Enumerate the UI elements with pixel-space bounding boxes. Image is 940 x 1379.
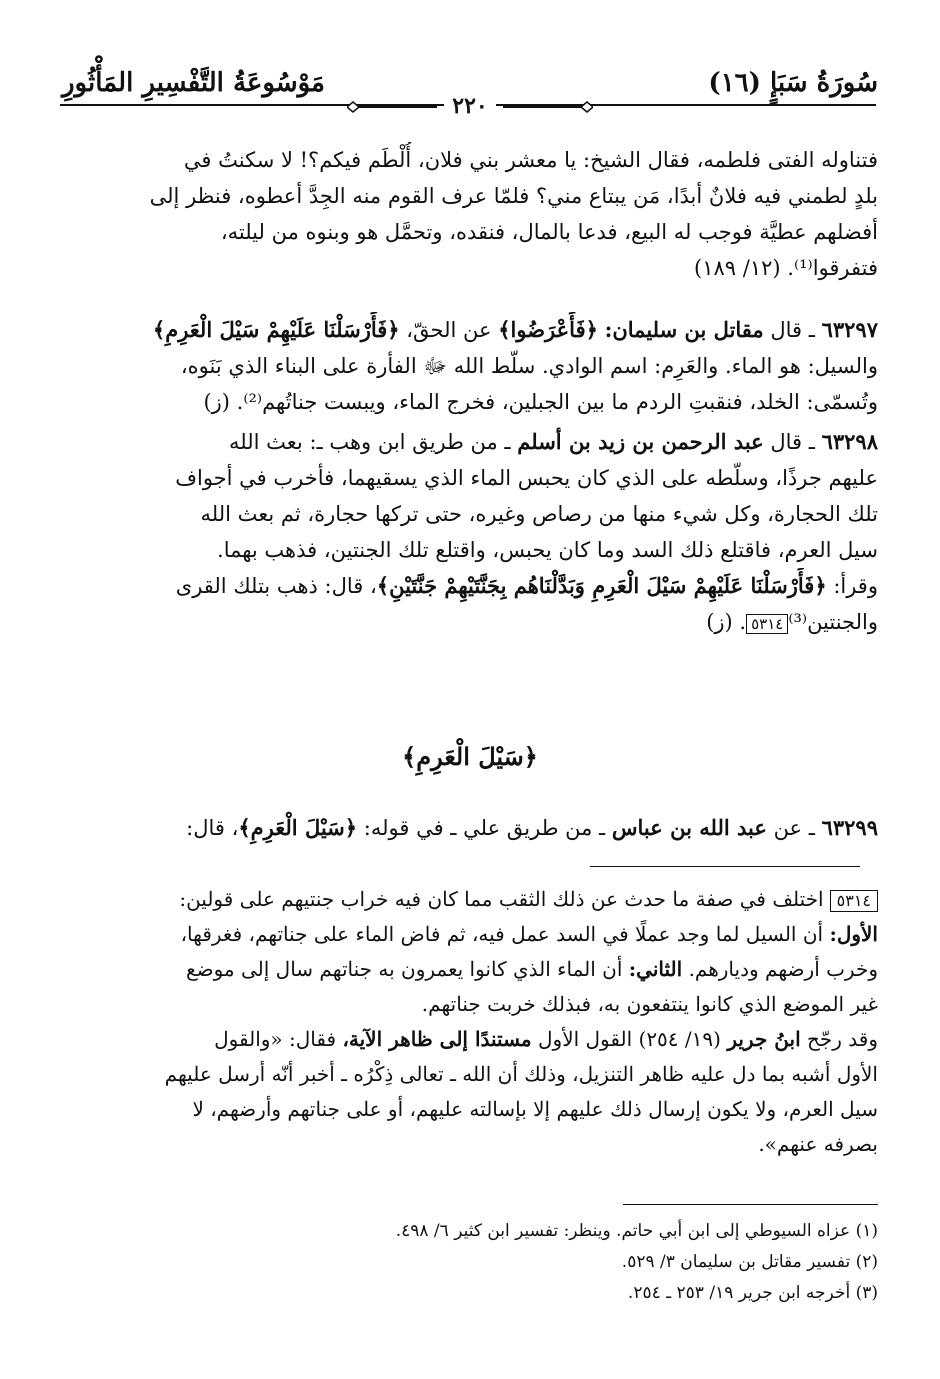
header-book-title: مَوْسُوعَةُ التَّفْسِيرِ المَأْثُورِ (62, 68, 325, 98)
footnote-2: (٢) تفسير مقاتل بن سليمان ٣/ ٥٢٩. (621, 1252, 878, 1272)
note-line: الأول أشبه بما دل عليه ظاهر التنزيل، وذلك أن الله ـ تعالى ذِكْرُه ـ أخبر أنّه أرسل عليهم (164, 1062, 878, 1086)
text-line: أفضلهم عطيَّة فوجب له البيع، فدعا بالمال، فنقده، وتحمَّل هو وبنوه من ليلته، (220, 220, 878, 244)
entry-header-line (62, 810, 878, 846)
note-tag: ٥٣١٤ (830, 890, 878, 912)
entry-author: عبد الرحمن بن زيد بن أسلم (517, 429, 764, 454)
entry-lead: ـ قال (770, 318, 815, 342)
quran-quote: ﴿فَأَرْسَلْنَا عَلَيْهِمْ سَيْلَ الْعَرِمِ﴾ (152, 317, 400, 342)
note-5314 (62, 882, 878, 1162)
note-line: غير الموضع الذي كانوا ينتفعون به، فبذلك خربت جناتهم. (421, 992, 878, 1016)
text-line: وتُسمّى: الخلد، فنقبتِ الردم ما بين الجبلين، فخرج الماء، ويبست جناتُهم⁽²⁾. (ز) (203, 390, 878, 414)
entry-lead: ـ عن (773, 816, 815, 840)
note-line: سيل العرم، ولا يكون إرسال ذلك عليهم إلا بإسالته عليهم، أو على جناتهم وأرضهم، لا (192, 1097, 878, 1121)
note-text: وخرب أرضهم وديارهم. (688, 957, 878, 981)
note-text: (١٩/ ٢٥٤) القول الأول (538, 1027, 721, 1051)
page-number: ٢٢٠ (444, 93, 495, 119)
text-line: سيل العرم، فاقتلع ذلك السد وما كان يحبس، واقتلع تلك الجنتين، فذهب بهما. (217, 538, 878, 562)
reading-tail: ، قال: ذهب بتلك القرى (175, 574, 377, 598)
note-label-second: الثاني: (628, 957, 683, 981)
quran-quote: ﴿فَأَرْسَلْنَا عَلَيْهِمْ سَيْلَ الْعَرِمِ وَبَدَّلْنَاهُم بِجَنَّتَيْهِمْ جَنَّتَيْنِ﴾ (376, 573, 827, 598)
note-line (62, 882, 878, 917)
entry-63297 (62, 312, 878, 420)
ornament-left-icon (347, 94, 437, 120)
quran-quote: ﴿سَيْلَ الْعَرِمِ﴾ (238, 815, 358, 840)
note-text: اختلف في صفة ما حدث عن ذلك الثقب مما كان فيه خراب جنتيهم على قولين: (179, 887, 824, 911)
entry-author: مقاتل بن سليمان: (604, 317, 764, 342)
note-reference-tag: ٥٣١٤ (746, 614, 788, 634)
text-line: بلدٍ لطمني فيه فلانٌ أبدًا، مَن يبتاع مني؟ فلمّا عرف القوم منه الجِدَّ أعطوه، فنظر إلى (149, 184, 878, 208)
entry-text: عن الحقّ، (406, 318, 492, 342)
entry-63299 (62, 810, 878, 846)
note-scholar: ابنُ جرير (727, 1027, 801, 1051)
note-line (62, 917, 878, 952)
closing-tail: . (ز) (706, 610, 747, 634)
footnotes (62, 1216, 878, 1309)
entry-tail: ، قال: (186, 816, 239, 840)
quran-quote: ﴿فَأَعْرَضُوا﴾ (498, 317, 598, 342)
entry-number: ٦٣٢٩٧ (821, 317, 878, 342)
reading-line (62, 568, 878, 604)
note-text: أن الماء الذي كانوا يعمرون به جناتهم سال إلى موضع (185, 957, 623, 981)
entry-text: ـ من طريق ابن وهب ـ: بعث الله (229, 430, 511, 454)
note-text: أن السيل لما وجد عملًا في السد عمل فيه، ثم فاض الماء على جناتهم، فغرقها، (180, 922, 824, 946)
entry-lead: ـ قال (770, 430, 815, 454)
ornament-right-icon (503, 94, 593, 120)
footnote-rule (623, 1204, 878, 1205)
note-line (62, 952, 878, 987)
note-text: وقد رجّح (806, 1027, 878, 1051)
entry-header-line (62, 424, 878, 460)
note-line (62, 1022, 878, 1057)
entry-text: ـ من طريق علي ـ في قوله: (363, 816, 606, 840)
reading-lead: وقرأ: (833, 574, 878, 598)
text-line: فتناوله الفتى فلطمه، فقال الشيخ: يا معشر بني فلان، أُلْطَم فيكم؟! لا سكنتُ في (183, 148, 878, 172)
entry-63298 (62, 424, 878, 640)
entry-number: ٦٣٢٩٩ (821, 815, 878, 840)
note-emphasis: مستندًا إلى ظاهر الآية، (342, 1027, 532, 1051)
entry-author: عبد الله بن عباس (611, 815, 767, 840)
note-label-first: الأول: (829, 922, 878, 946)
note-text: فقال: «والقول (214, 1027, 337, 1051)
note-rule (590, 866, 860, 867)
section-heading: ﴿سَيْلَ الْعَرِمِ﴾ (402, 742, 538, 771)
closing-text: والجنتين⁽³⁾ (788, 610, 878, 634)
footnote-3: (٣) أخرجه ابن جرير ١٩/ ٢٥٣ ـ ٢٥٤. (627, 1283, 878, 1303)
paragraph-continuation (62, 142, 878, 286)
header-surah: سُورَةُ سَبَإٍ (١٦) (708, 68, 878, 98)
text-line: والسيل: هو الماء. والعَرِم: اسم الوادي. سلّط الله ﷻ الفأرة على البناء الذي بَنَوه، (180, 354, 878, 378)
footnote-1: (١) عزاه السيوطي إلى ابن أبي حاتم. وينظر: تفسير ابن كثير ٦/ ٤٩٨. (395, 1221, 878, 1241)
text-line: فتفرقوا⁽¹⁾. (١٢/ ١٨٩) (694, 256, 878, 280)
note-line: بصرفه عنهم». (758, 1132, 878, 1156)
text-line: تلك الحجارة، وكل شيء منها من رصاص وغيره، حتى تركها حجارة، ثم بعث الله (200, 502, 878, 526)
closing-line (62, 604, 878, 640)
entry-header-line (62, 312, 878, 348)
entry-number: ٦٣٢٩٨ (821, 429, 878, 454)
header-page-number-wrap (0, 93, 940, 120)
text-line: عليهم جرذًا، وسلّطه على الذي كان يحبس الماء الذي يسقيهما، فأخرب في أجواف (175, 466, 878, 490)
